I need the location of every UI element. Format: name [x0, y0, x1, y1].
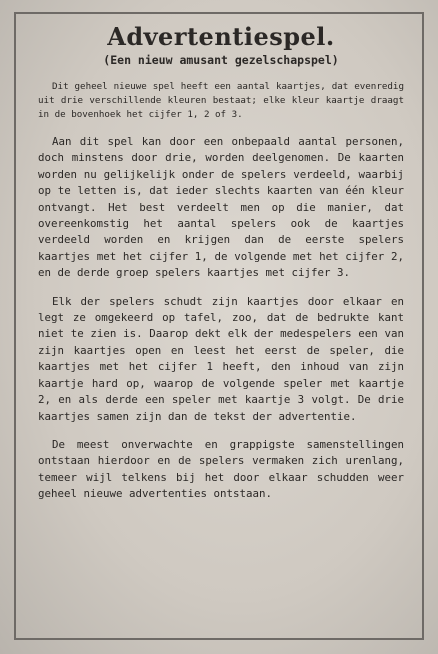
- document-content: [38, 22, 404, 515]
- paragraph-closing: De meest onverwachte en grappigste samenstellingen ontstaan hierdoor en de spelers vermaken zich urenlang, temeer wijl telkens bij het door elkaar schudden weer geheel nieuwe advertenties ontstaan.: [38, 437, 404, 501]
- document-title: Advertentiespel.: [107, 22, 335, 51]
- paragraph-rules: Elk der spelers schudt zijn kaartjes door elkaar en legt ze omgekeerd op tafel, zoo, dat de bedrukte kant niet te zien is. Daarop dekt elk der medespelers een van zijn kaartjes open en leest het eerst de speler, die kaartjes met het cijfer 1 heeft, den inhoud van zijn kaartje hard op, waarop de volgende speler met kaartje 2, en als derde een speler met kaartje 3 volgt. De drie kaartjes samen zijn dan de tekst der advertentie.: [38, 294, 404, 423]
- paragraph-intro: Dit geheel nieuwe spel heeft een aantal kaartjes, dat evenredig uit drie verschillende kleuren bestaat; elke kleur kaartje draagt in de bovenhoek het cijfer 1, 2 of 3.: [38, 81, 404, 120]
- document-subtitle: (Een nieuw amusant gezelschapspel): [103, 53, 339, 67]
- paragraph-players: Aan dit spel kan door een onbepaald aantal personen, doch minstens door drie, worden deelgenomen. De kaarten worden nu gelijkelijk onder de spelers verdeeld, waarbij op te letten is, dat ieder slechts kaarten van één kleur ontvangt. Het best verdeelt men op die manier, dat overeenkomstig het aantal spelers ook de kaartjes verdeeld worden en krijgen dan de eerste spelers kaartjes met het cijfer 1, de volgende met het cijfer 2, en de derde groep spelers kaartjes met cijfer 3.: [38, 135, 404, 280]
